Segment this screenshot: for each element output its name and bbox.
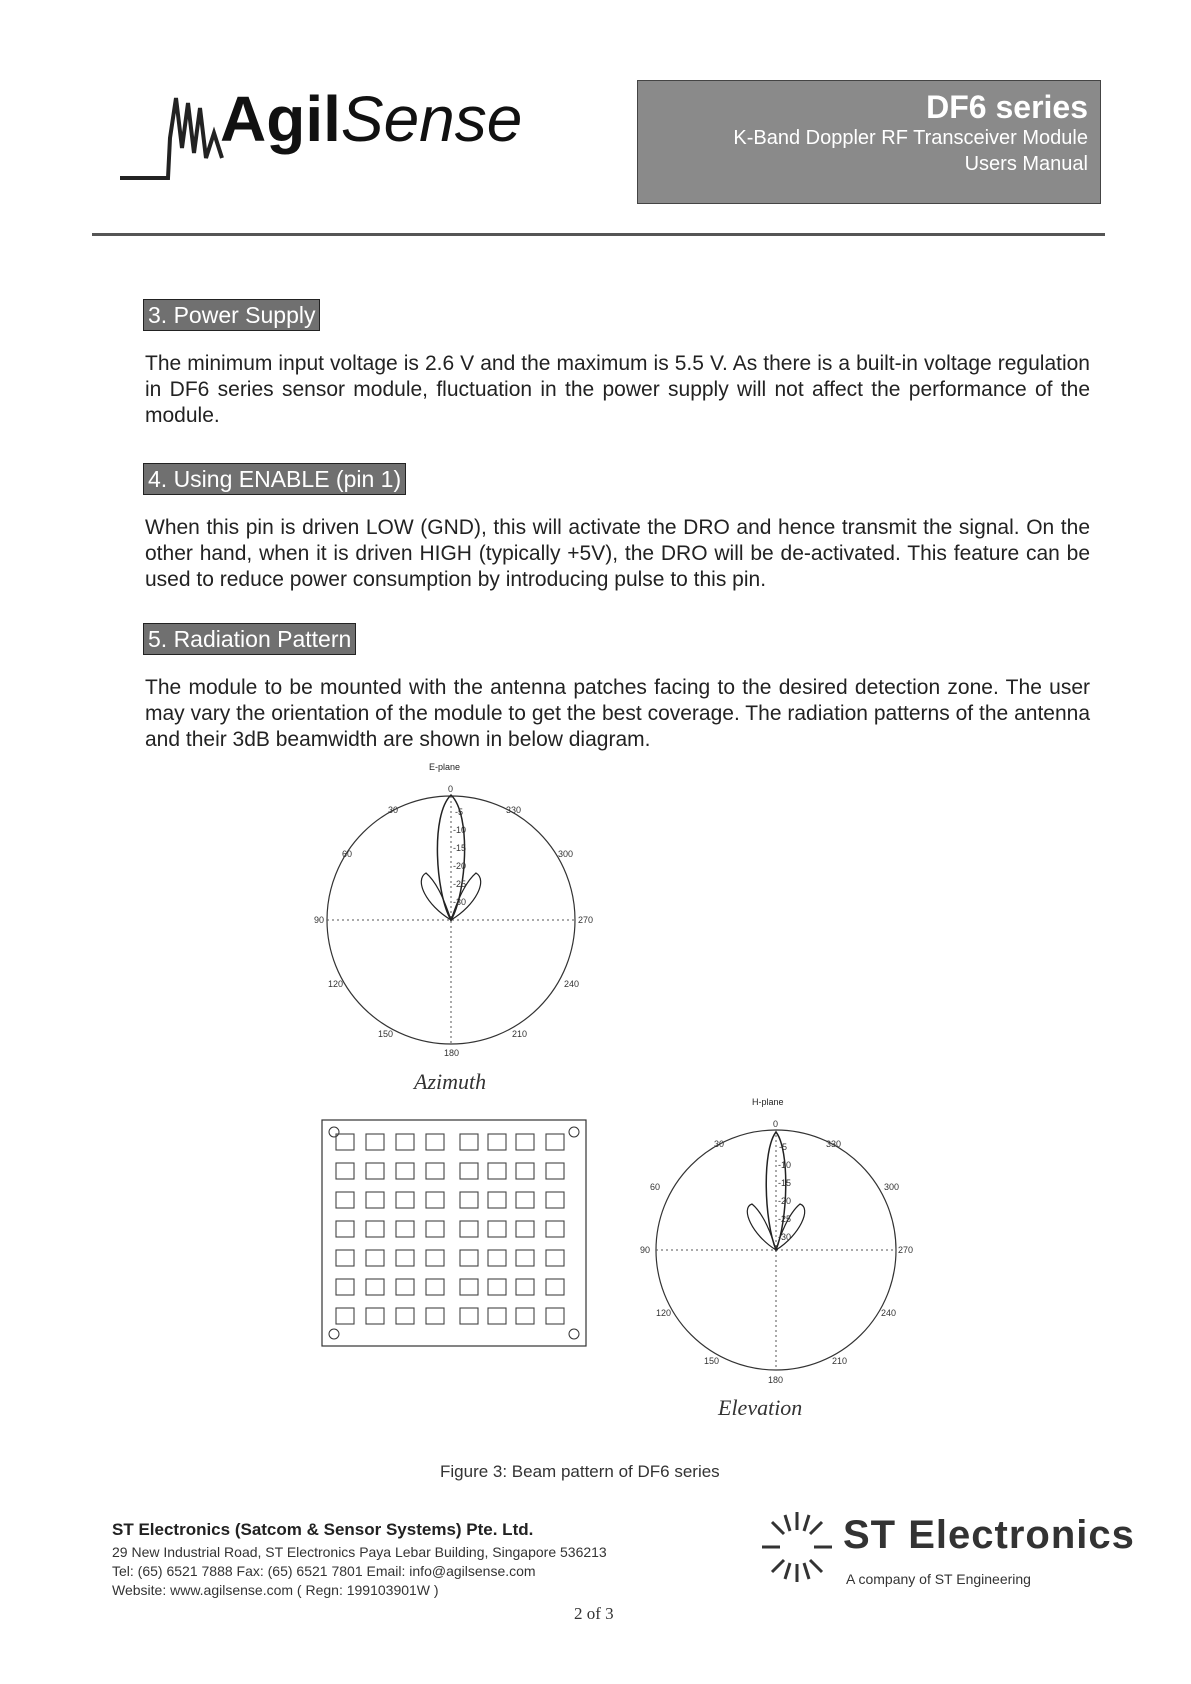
antenna-patch (426, 1250, 444, 1266)
series-title: DF6 series (926, 89, 1088, 125)
company-address: 29 New Industrial Road, ST Electronics Paya Lebar Building, Singapore 536213 (112, 1544, 607, 1560)
angle-240: 240 (564, 979, 580, 989)
angle-300: 300 (884, 1182, 900, 1192)
angle-300: 300 (558, 849, 574, 859)
angle-90: 90 (640, 1245, 651, 1255)
angle-0: 0 (448, 784, 454, 794)
antenna-patch (488, 1221, 506, 1237)
antenna-patch (460, 1192, 478, 1208)
antenna-patch (336, 1250, 354, 1266)
paragraph-power-supply: The minimum input voltage is 2.6 V and the maximum is 5.5 V. As there is a built-in voltage regulation in DF6 series sensor module, fluctuation in the power supply will not affect the performance of the module. (145, 352, 1090, 427)
antenna-patch (488, 1279, 506, 1295)
ring-label: -30 (778, 1232, 792, 1242)
antenna-patch (546, 1134, 564, 1150)
antenna-patch (426, 1279, 444, 1295)
antenna-patch (488, 1134, 506, 1150)
antenna-patch (516, 1279, 534, 1295)
company-website: Website: www.agilsense.com ( Regn: 199103901W ) (112, 1582, 439, 1598)
figure-caption: Figure 3: Beam pattern of DF6 series (440, 1462, 720, 1481)
antenna-patch (546, 1221, 564, 1237)
antenna-patch (488, 1250, 506, 1266)
antenna-patch (426, 1221, 444, 1237)
section-heading-radiation-pattern: 5. Radiation Pattern (143, 623, 356, 655)
st-electronics-starburst-logo-icon (758, 1508, 836, 1586)
antenna-patch (396, 1221, 414, 1237)
antenna-patch (488, 1308, 506, 1324)
antenna-patch (366, 1134, 384, 1150)
section-heading-enable-pin: 4. Using ENABLE (pin 1) (143, 463, 406, 495)
antenna-patch (396, 1192, 414, 1208)
angle-120: 120 (328, 979, 344, 989)
azimuth-plane-label: E-plane (429, 762, 461, 772)
agilsense-wave-logo-icon (118, 78, 228, 188)
antenna-patch (366, 1279, 384, 1295)
angle-90: 90 (314, 915, 325, 925)
section-heading-power-supply: 3. Power Supply (143, 299, 320, 331)
angle-330: 330 (506, 805, 522, 815)
angle-330: 330 (826, 1139, 842, 1149)
angle-0: 0 (773, 1119, 779, 1129)
antenna-patch (460, 1308, 478, 1324)
antenna-patch (460, 1221, 478, 1237)
antenna-patch (516, 1250, 534, 1266)
elevation-polar-plot (636, 1110, 916, 1390)
angle-60: 60 (650, 1182, 661, 1192)
antenna-patch (488, 1163, 506, 1179)
antenna-patch (460, 1279, 478, 1295)
ring-label: -10 (778, 1160, 792, 1170)
ring-label: -25 (453, 879, 467, 889)
antenna-patch (488, 1192, 506, 1208)
header-divider (92, 233, 1105, 236)
ring-label: -30 (453, 897, 467, 907)
company-name: ST Electronics (Satcom & Sensor Systems) Pte. Ltd. (112, 1520, 534, 1539)
angle-150: 150 (704, 1356, 720, 1366)
antenna-patch (516, 1163, 534, 1179)
st-electronics-tagline: A company of ST Engineering (846, 1571, 1031, 1587)
ring-label: -15 (778, 1178, 792, 1188)
antenna-patch (516, 1221, 534, 1237)
doc-type: Users Manual (964, 153, 1088, 175)
page-number: 2 of 3 (574, 1604, 614, 1623)
antenna-patch (336, 1134, 354, 1150)
antenna-patch (516, 1192, 534, 1208)
paragraph-enable-pin: When this pin is driven LOW (GND), this will activate the DRO and hence transmit the signal. On the other hand, when it is driven HIGH (typically +5V), the DRO will be de-activated. This feature can be used to reduce power consumption by introducing pulse to this pin. (145, 516, 1090, 591)
paragraph-radiation-pattern: The module to be mounted with the antenna patches facing to the desired detection zone. The user may vary the orientation of the module to get the best coverage. The radiation patterns of the antenna and their 3dB beamwidth are shown in below diagram. (145, 676, 1090, 751)
angle-270: 270 (898, 1245, 914, 1255)
antenna-patch (366, 1221, 384, 1237)
ring-label: -25 (778, 1214, 792, 1224)
antenna-patch (426, 1308, 444, 1324)
antenna-patch (546, 1308, 564, 1324)
angle-180: 180 (768, 1375, 784, 1385)
angle-270: 270 (578, 915, 594, 925)
angle-30: 30 (714, 1139, 725, 1149)
antenna-patch (460, 1250, 478, 1266)
antenna-patch (460, 1163, 478, 1179)
antenna-patch (516, 1308, 534, 1324)
antenna-patch (426, 1134, 444, 1150)
antenna-patch (396, 1250, 414, 1266)
azimuth-polar-plot (306, 775, 596, 1065)
antenna-patch (336, 1221, 354, 1237)
antenna-patch (546, 1192, 564, 1208)
antenna-patch (366, 1308, 384, 1324)
ring-label: -20 (453, 861, 467, 871)
ring-label: -5 (779, 1142, 788, 1152)
product-subtitle: K-Band Doppler RF Transceiver Module (733, 127, 1088, 149)
antenna-patch (336, 1163, 354, 1179)
company-contact: Tel: (65) 6521 7888 Fax: (65) 6521 7801 Email: info@agilsense.com (112, 1563, 536, 1579)
agilsense-logo: AgilSense (220, 83, 523, 155)
antenna-patch (546, 1250, 564, 1266)
angle-120: 120 (656, 1308, 672, 1318)
antenna-patch (396, 1134, 414, 1150)
antenna-patch (460, 1134, 478, 1150)
antenna-patch (396, 1163, 414, 1179)
angle-60: 60 (342, 849, 353, 859)
antenna-patch (426, 1163, 444, 1179)
st-electronics-brand: ST Electronics (843, 1513, 1135, 1557)
antenna-patch (336, 1279, 354, 1295)
azimuth-label: Azimuth (414, 1069, 487, 1094)
antenna-patch (336, 1192, 354, 1208)
ring-label: -15 (453, 843, 467, 853)
angle-150: 150 (378, 1029, 394, 1039)
elevation-label: Elevation (718, 1395, 803, 1420)
antenna-patch (336, 1308, 354, 1324)
ring-label: -20 (778, 1196, 792, 1206)
antenna-patch (546, 1279, 564, 1295)
antenna-patch (516, 1134, 534, 1150)
antenna-patch (546, 1163, 564, 1179)
ring-label: -10 (453, 825, 467, 835)
angle-30: 30 (388, 805, 399, 815)
antenna-patch (366, 1250, 384, 1266)
antenna-patch (396, 1279, 414, 1295)
angle-210: 210 (512, 1029, 528, 1039)
ring-label: -5 (455, 807, 464, 817)
angle-240: 240 (881, 1308, 897, 1318)
angle-210: 210 (832, 1356, 848, 1366)
antenna-patch-array-diagram (320, 1118, 588, 1348)
angle-180: 180 (444, 1048, 460, 1058)
header-title-box (637, 80, 1101, 204)
elevation-plane-label: H-plane (752, 1097, 784, 1107)
antenna-patch (396, 1308, 414, 1324)
antenna-patch (426, 1192, 444, 1208)
antenna-patch (366, 1163, 384, 1179)
antenna-patch (366, 1192, 384, 1208)
